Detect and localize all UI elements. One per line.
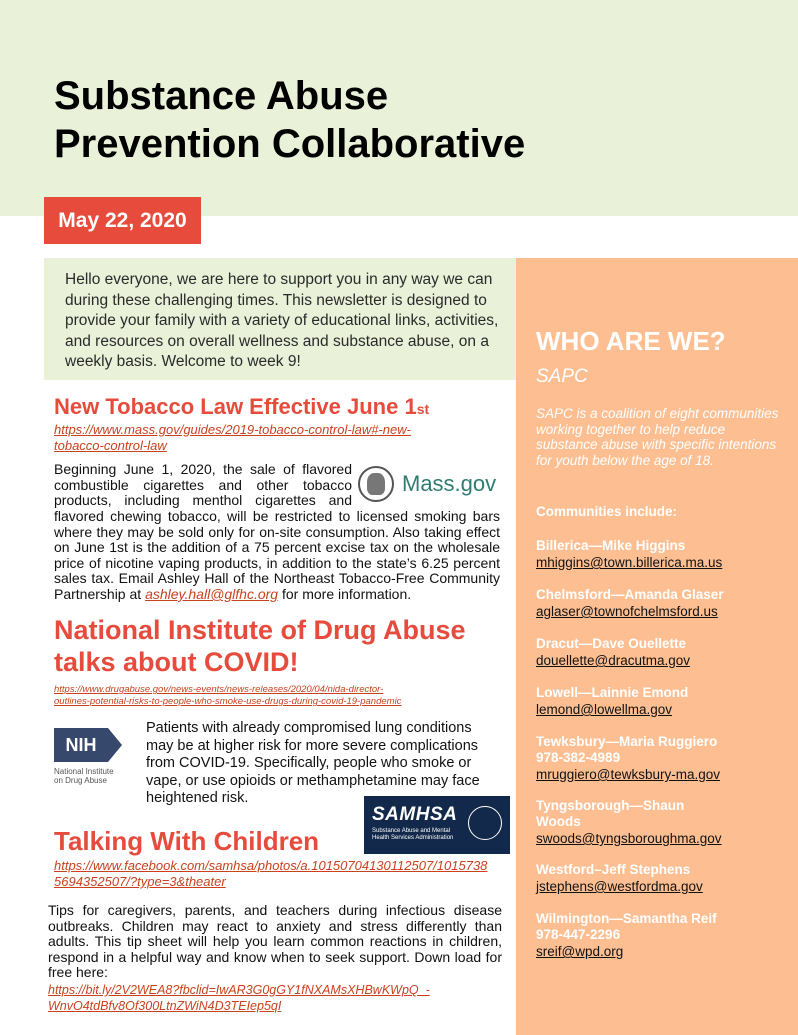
nida-link-line-1[interactable]: https://www.drugabuse.gov/news-events/news-releases/2020/04/nida-director- (54, 684, 384, 695)
children-download-link[interactable] (48, 983, 430, 1014)
member-name: Billerica—Mike Higgins (536, 538, 686, 553)
mass-seal-icon (358, 466, 394, 502)
mass-gov-wordmark: Mass.gov (402, 471, 497, 496)
sidebar-description: SAPC is a coalition of eight communities working together to help reduce substance abuse with specific intentions for youth below the age of 18. (536, 406, 779, 468)
title-line-1: Substance Abuse (54, 74, 389, 118)
member-email[interactable]: swoods@tyngsboroughma.gov (536, 831, 722, 846)
eagle-emblem-icon (468, 806, 502, 840)
tobacco-link-line-2[interactable]: tobacco-control-law (54, 438, 167, 453)
newsletter-title (54, 72, 754, 168)
member-phone: 978-382-4989 (536, 750, 621, 765)
tobacco-intro-text (54, 462, 352, 509)
nida-heading-line-1: National Institute of Drug Abuse (54, 615, 466, 645)
children-body: Tips for caregivers, parents, and teachers during infectious disease outbreaks. Children may react to anxiety and stress differently than adults. This tip sheet will help you learn common reactions in children, respond in a helpful way and know when to seek support. Down load for free here: (48, 902, 502, 981)
nih-caption-line-1: National Institute (54, 767, 114, 776)
member-tewksbury (536, 734, 786, 784)
tobacco-body-text: flavored chewing tobacco, will be restricted to licensed smoking bars where they may be sold only for on-site consumption. Also taking effect on June 1st is the addition of a 75 percent excise tax on the wholesale price of nicotine vaping products, in addition to the state’s 6.25 percent sales tax. Email Ashley Hall of the Northeast Tobacco-Free Community Partnership at (54, 508, 500, 602)
tobacco-email-link[interactable]: ashley.hall@glfhc.org (145, 585, 279, 602)
children-link-line-2[interactable]: 5694352507/?type=3&theater (54, 874, 226, 889)
member-email[interactable]: aglaser@townofchelmsford.us (536, 604, 718, 619)
tobacco-body-end: for more information. (278, 585, 412, 602)
member-email[interactable]: jstephens@westfordma.gov (536, 879, 703, 894)
member-chelmsford (536, 587, 786, 621)
member-email[interactable]: mruggiero@tewksbury-ma.gov (536, 767, 721, 782)
title-line-2: Prevention Collaborative (54, 122, 526, 166)
tobacco-link-line-1[interactable]: https://www.mass.gov/guides/2019-tobacco-control-law#-new- (54, 422, 411, 437)
samhsa-subtitle: Substance Abuse and Mental Health Services Administration (372, 828, 454, 841)
member-tyngsborough (536, 798, 786, 848)
nih-badge (54, 728, 108, 762)
member-name: Lowell—Lainnie Emond (536, 685, 689, 700)
intro-box: Hello everyone, we are here to support you in any way we can during these challenging times. This newsletter is designed to provide your family with a variety of educational links, activities, and resources on overall wellness and substance abuse, on a weekly basis. Welcome to week 9! (44, 258, 516, 380)
tobacco-intro-line-2: combustible cigarettes and other tobacco (54, 476, 352, 493)
member-email[interactable]: douellette@dracutma.gov (536, 653, 691, 668)
mass-gov-logo (358, 465, 500, 503)
tobacco-heading-suffix: st (416, 401, 430, 417)
who-are-we-sidebar (516, 258, 798, 1035)
member-name-cont: Woods (536, 814, 581, 829)
download-link-line-1[interactable]: https://bit.ly/2V2WEA8?fbclid=IwAR3G0gGY1fNXAMsXHBwKWpQ_- (48, 983, 430, 997)
member-email[interactable]: lemond@lowellma.gov (536, 702, 673, 717)
nida-link-line-2[interactable]: outlines-potential-risks-to-people-who-smoke-use-drugs-during-covid-19-pandemic (54, 696, 402, 707)
children-heading: Talking With Children (54, 826, 320, 856)
children-link[interactable] (54, 858, 487, 890)
member-dracut (536, 636, 786, 670)
nida-body: Patients with already compromised lung conditions may be at higher risk for more severe complications from COVID-19. Specifically, people who smoke or vape, or use opioids or methamphetamine may face heightened risk. (146, 720, 480, 806)
sidebar-title: WHO ARE WE? (536, 326, 726, 356)
member-name: Dracut—Dave Ouellette (536, 636, 687, 651)
nida-link[interactable] (54, 684, 401, 708)
nih-caption-line-2: on Drug Abuse (54, 776, 107, 785)
date-badge: May 22, 2020 (44, 197, 201, 244)
member-name: Tyngsborough—Shaun (536, 798, 685, 813)
tobacco-intro-line-3: products, including menthol cigarettes and (54, 492, 352, 509)
member-phone: 978-447-2296 (536, 927, 621, 942)
member-billerica (536, 538, 786, 572)
nih-badge-text: NIH (65, 735, 97, 755)
member-lowell (536, 685, 786, 719)
nida-heading (54, 614, 466, 678)
tobacco-body (54, 509, 500, 603)
member-email[interactable]: mhiggins@town.billerica.ma.us (536, 555, 723, 570)
member-westford (536, 862, 786, 896)
nida-heading-line-2: talks about COVID! (54, 647, 299, 677)
tobacco-link[interactable] (54, 422, 411, 454)
samhsa-logo (364, 796, 510, 854)
member-wilmington (536, 911, 786, 961)
nih-caption (54, 767, 134, 785)
member-name: Wilmington—Samantha Reif (536, 911, 717, 926)
children-link-line-1[interactable]: https://www.facebook.com/samhsa/photos/a.10150704130112507/1015738 (54, 858, 488, 873)
nih-nida-logo (54, 728, 134, 798)
tobacco-heading-text: New Tobacco Law Effective June 1 (54, 394, 417, 419)
tobacco-intro-line-1: Beginning June 1, 2020, the sale of flavored (54, 461, 352, 477)
member-name: Chelmsford—Amanda Glaser (536, 587, 724, 602)
samhsa-wordmark: SAMHSA (372, 804, 458, 825)
tobacco-heading (54, 394, 429, 420)
download-link-line-2[interactable]: WnvO4tdBfv8Of300LtnZWiN4D3TEIep5qI (48, 998, 282, 1013)
communities-label: Communities include: (536, 504, 678, 519)
member-name: Tewksbury—Maria Ruggiero (536, 734, 718, 749)
member-name: Westford–Jeff Stephens (536, 862, 691, 877)
sidebar-subtitle: SAPC (536, 366, 588, 387)
member-email[interactable]: sreif@wpd.org (536, 944, 624, 959)
